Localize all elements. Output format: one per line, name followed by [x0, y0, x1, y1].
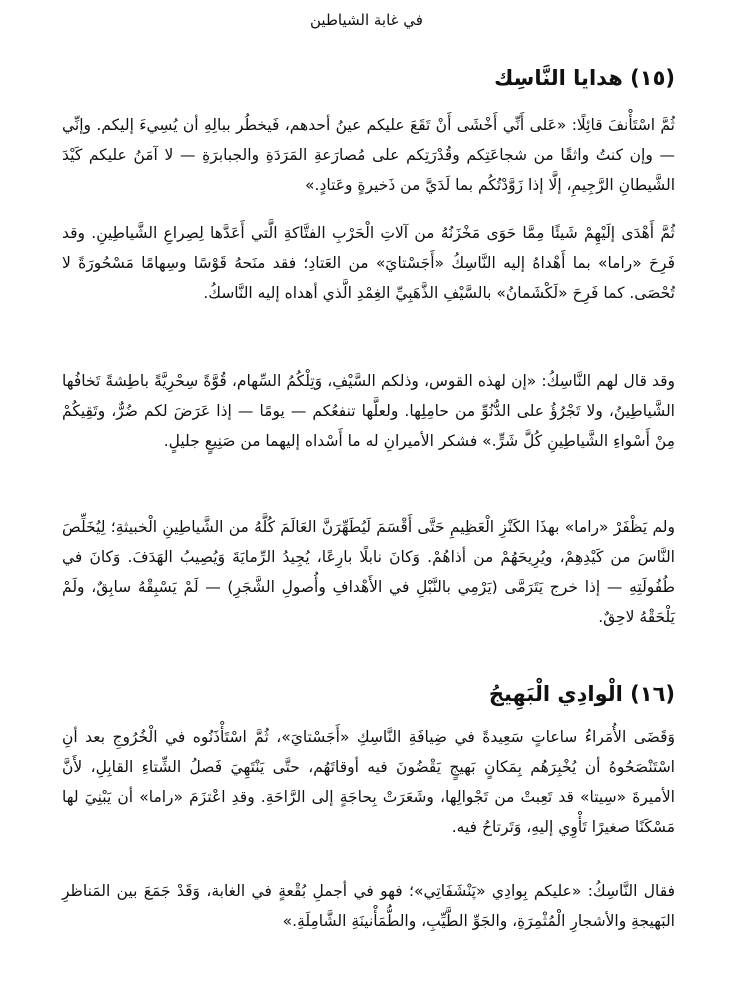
section-16-heading: (١٦) الْوادِي الْبَهِيجُ [488, 682, 675, 706]
section-16-paragraph-1: وَقَضَى الأُمَراءُ ساعاتٍ سَعِيدةً في ضِيافَةِ النَّاسِكِ «أَجَسْتايَ»، ثُمَّ اسْتَأْذَنُوه في الْخُرُوجِ بعد أنِ اسْتَنْصَحُوهُ أن يُخْبِرَهُم بِمَكانٍ بَهيجٍ يَقْضُونَ فيه أوقاتَهُم، حتَّى يَنْتَهِيَ فَصلُ الشِّتاءِ القابِلِ، لأَنَّ الأميرةَ «سِيتا» قد تَعِبتْ من تَجْوالِها، وشَعَرَتْ بِحاجَةٍ إلى الرَّاحَةِ. وقدِ اعْتزَمَ «راما» أن يَبْنِيَ لها مَسْكَنًا صغيرًا تَأْوِي إليهِ، وَتَرتاحُ فيه. [62, 728, 675, 836]
section-15-paragraph-1: ثُمَّ اسْتَأْنفَ قائِلًا: «عَلى أَنِّي أَخْشَى أَنْ تَقَعَ عليكم عينُ أحدهم، فَيخطُر ببالِهِ أن يُسِيءَ إليكم. وإنِّي — وإن كنتُ واثقًا من شجاعَتِكم وقُدْرَتِكم على مُصارَعةِ المَرَدَةِ والجبابرَةِ — لا آمَنُ عليكم كَيْدَ الشَّيطانِ الرَّجِيمِ، إلَّا إذا زَوَّدْتُكُم بما لَدَيَّ من ذَخيرةٍ وعَتادٍ.» [62, 116, 675, 194]
section-15-paragraph-2: ثُمَّ أَهْدَى إلَيْهِمْ شَيئًا مِمَّا حَوَى مَخْزَنُهُ من آلاتِ الْحَرْبِ الفتَّاكةِ الَّتي أَعَدَّها لِصِراعِ الشَّياطِينِ. وقد فَرِحَ «راما» بما أَهْداهُ إليه النَّاسِكُ «أَجَسْتايَ» من العَتادِ؛ فقد منَحهُ قَوْسًا وسِهامًا مَسْحُورَةً لا تُحْصَى. كما فَرِحَ «لَكْشَمانُ» بالسَّيْفِ الذَّهَبِيِّ الغِمْدِ الَّذي أهداه إليه النَّاسكُ. [62, 224, 675, 302]
section-15-paragraph-4: ولم يَظْفَرْ «راما» بهذَا الكَنْزِ الْعَظِيمِ حَتَّى أَقْسَمَ لَيُطَهِّرَنَّ العَالَمَ كُلَّهُ من الشَّياطِينِ الْخبيثةِ؛ لِيُخَلِّصَ النَّاسَ من كَيْدِهِمْ، ويُرِيحَهُمْ من أذاهُمْ. وَكانَ نابلًا بارِعًا، يُجِيدُ الرِّمايَةَ وَيُصِيبُ الهَدَفَ. وَكانَ في طُفُولَتِهِ — إذا خرج يَتَرَمَّى (يَرْمِي بالنَّبْلِ في الأَهْدافِ وأُصولِ الشَّجَرِ) — لَمْ يَسْبِقْهُ سابِقٌ، ولَمْ يَلْحَقْهُ لاحِقٌ. [62, 518, 675, 626]
running-header: في غابة الشياطين [310, 11, 423, 29]
section-15-paragraph-3: وقد قال لهم النَّاسِكُ: «إن لهذه القوس، وذلكم السَّيْفِ، وَتِلْكُمُ السِّهام، قُوَّةً سِحْرِيَّةً باطِشةً تَخافُها الشَّياطِينُ، ولا تَجْرُؤُ على الدُّنُوِّ من حامِلِها. ولعلَّها تنفعُكم — يومًا — إذا عَرَضَ لكم ضُرٌّ، وتَقِيكُمْ مِنْ أَسْواءِ الشَّياطِينِ كُلَّ شَرٍّ.» فشكر الأميرانِ له ما أَسْداه إليهما من صَنِيعٍ جليلٍ. [62, 372, 675, 450]
section-16-paragraph-2: فقال النَّاسِكُ: «عليكم بِوادِي «پَنْشَفَاتِي»؛ فهو في أجملِ بُقْعةٍ في الغابة، وَقَدْ جَمَعَ بين المَناظرِ البَهيجةِ والأشجارِ الْمُثْمِرَةِ، والجَوِّ الطَّيِّبِ، والطُّمَأْنينَةِ الشَّامِلَةِ.» [62, 882, 675, 930]
section-15-heading: (١٥) هدايا النَّاسِك [494, 66, 675, 90]
